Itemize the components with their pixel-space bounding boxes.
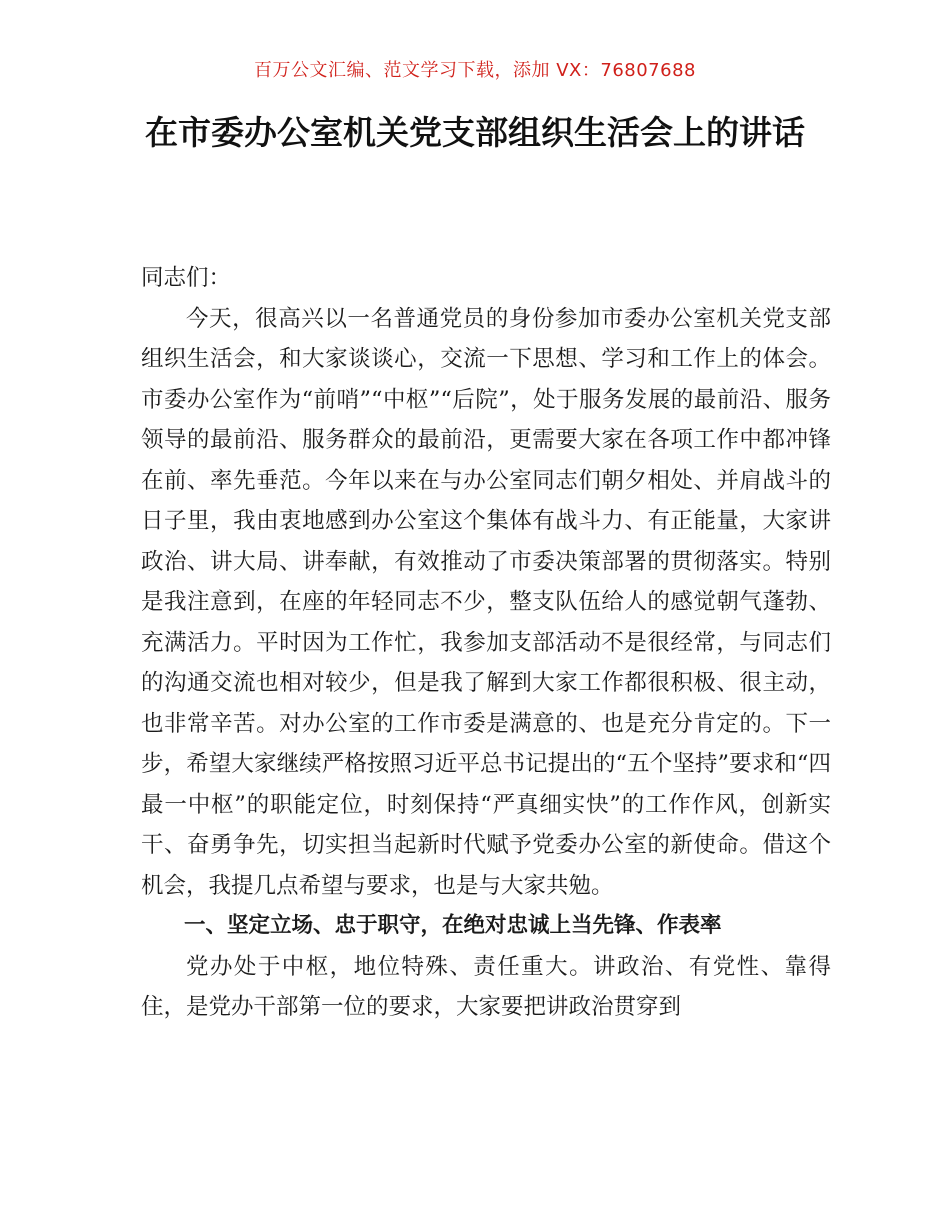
- header-watermark-note: 百万公文汇编、范文学习下载，添加 VX：76807688: [254, 60, 696, 81]
- section-paragraph: 党办处于中枢，地位特殊、责任重大。讲政治、有党性、靠得住，是党办干部第一位的要求，大家要把讲政治贯穿到: [141, 953, 831, 1020]
- salutation: 同志们：: [141, 265, 232, 291]
- section-heading: 一、坚定立场、忠于职守，在绝对忠诚上当先锋、作表率: [184, 913, 722, 938]
- body-paragraph: 今天，很高兴以一名普通党员的身份参加市委办公室机关党支部组织生活会，和大家谈谈心，交流一下思想、学习和工作上的体会。市委办公室作为“前哨”“中枢”“后院”，处于服务发展的最前沿、服务领导的最前沿、服务群众的最前沿，更需要大家在各项工作中都冲锋在前、率先垂范。今年以来在与办公室同志们朝夕相处、并肩战斗的日子里，我由衷地感到办公室这个集体有战斗力、有正能量，大家讲政治、讲大局、讲奉献，有效推动了市委决策部署的贯彻落实。特别是我注意到，在座的年轻同志不少，整支队伍给人的感觉朝气蓬勃、充满活力。平时因为工作忙，我参加支部活动不是很经常，与同志们的沟通交流也相对较少，但是我了解到大家工作都很积极、很主动，也非常辛苦。对办公室的工作市委是满意的、也是充分肯定的。下一步，希望大家继续严格按照习近平总书记提出的“五个坚持”要求和“四最一中枢”的职能定位，时刻保持“严真细实快”的工作作风，创新实干、奋勇争先，切实担当起新时代赋予党委办公室的新使命。借这个机会，我提几点希望与要求，也是与大家共勉。: [141, 305, 831, 899]
- document-title: 在市委办公室机关党支部组织生活会上的讲话: [145, 113, 805, 152]
- document-body: [141, 258, 831, 1028]
